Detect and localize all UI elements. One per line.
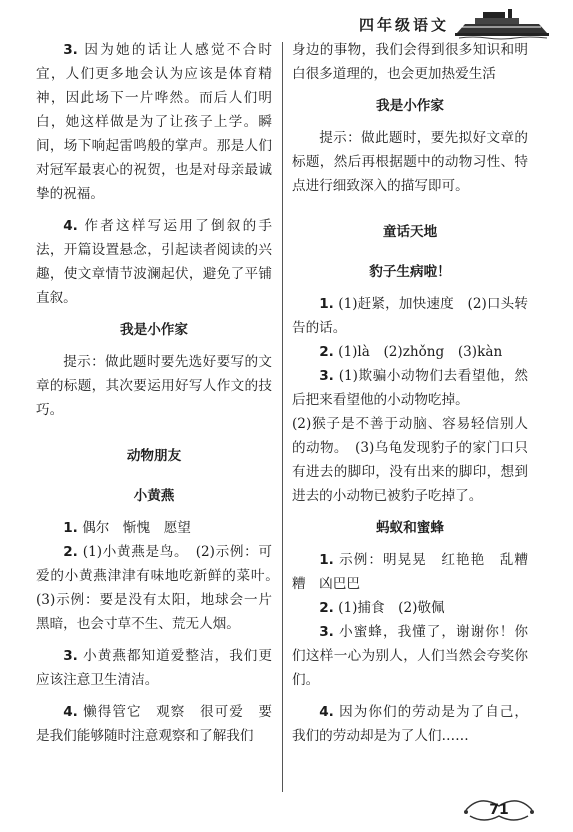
continued-text: 身边的事物，我们会得到很多知识和明白很多道理的，也会更加热爱生活 bbox=[292, 42, 528, 82]
article-heading: 小黄燕 bbox=[133, 488, 175, 504]
column-divider bbox=[282, 42, 283, 792]
page-header bbox=[359, 6, 551, 42]
answer-2: 2. (1)là (2)zhǒng (3)kàn bbox=[319, 344, 503, 360]
answer-1: 1. (1)赶紧，加快速度 (2)口头转告的话。 bbox=[292, 296, 528, 336]
answer-1: 1. 示例：明晃晃 红艳艳 乱糟糟 凶巴巴 bbox=[292, 552, 529, 592]
header-title: 四年级语文 bbox=[358, 15, 449, 34]
ship-icon bbox=[453, 7, 551, 41]
right-column bbox=[292, 38, 528, 748]
article-heading: 豹子生病啦！ bbox=[369, 264, 451, 280]
answer-1: 1. 偶尔 惭愧 愿望 bbox=[63, 520, 191, 536]
writer-tip: 提示：做此题时，要先拟好文章的标题，然后再根据题中的动物习性、特点进行细致深入的描写即可。 bbox=[292, 130, 528, 194]
answer-4: 4. 因为你们的劳动是为了自己，我们的劳动却是为了人们…… bbox=[292, 704, 529, 744]
section-heading: 童话天地 bbox=[382, 224, 438, 240]
answer-4: 4. 懒得管它 观察 很可爱 要是我们能够随时注意观察和了解我们 bbox=[36, 704, 273, 744]
page-number: 71 bbox=[489, 802, 509, 818]
writer-tip: 提示：做此题时要先选好要写的文章的标题，其次要运用好写人作文的技巧。 bbox=[36, 354, 272, 418]
answer-2: 2. (1)小黄燕是鸟。 (2)示例：可爱的小黄燕津津有味地吃新鲜的菜叶。 (3)示例：要是没有太阳，地球会一片黑暗，也会寸草不生、荒无人烟。 bbox=[36, 544, 286, 632]
answer-4: 4. 作者这样写运用了倒叙的手法，开篇设置悬念，引起读者阅读的兴趣，使文章情节波澜起伏，避免了平铺直叙。 bbox=[36, 218, 273, 306]
answer-2: 2. (1)捕食 (2)敬佩 bbox=[319, 600, 445, 616]
answer-3: 3. 小蜜蜂，我懂了，谢谢你！你们这样一心为别人，人们当然会夸奖你们。 bbox=[292, 624, 529, 688]
answer-3: 3. 因为她的话让人感觉不合时宜，人们更多地会认为应该是体育精神，因此场下一片哗然。而后人们明白，她这样做是为了让孩子上学。瞬间，场下响起雷鸣般的掌声。那是人们对冠军最衷心的祝贺，也是对母亲最诚挚的祝福。 bbox=[36, 42, 273, 202]
answer-3-part-2: (2)猴子是不善于动脑、容易轻信别人的动物。 (3)乌龟发现豹子的家门口只有进去的脚印，没有出来的脚印，想到进去的小动物已被豹子吃掉了。 bbox=[292, 416, 528, 504]
writer-heading: 我是小作家 bbox=[120, 322, 188, 338]
writer-heading: 我是小作家 bbox=[376, 98, 444, 114]
left-column bbox=[36, 38, 286, 748]
section-heading: 动物朋友 bbox=[126, 448, 182, 464]
article-heading: 蚂蚁和蜜蜂 bbox=[376, 520, 444, 536]
answer-3: 3. 小黄燕都知道爱整洁，我们更应该注意卫生清洁。 bbox=[36, 648, 273, 688]
answer-3: 3. (1)欺骗小动物们去看望他，然后把来看望他的小动物吃掉。 bbox=[292, 368, 528, 408]
